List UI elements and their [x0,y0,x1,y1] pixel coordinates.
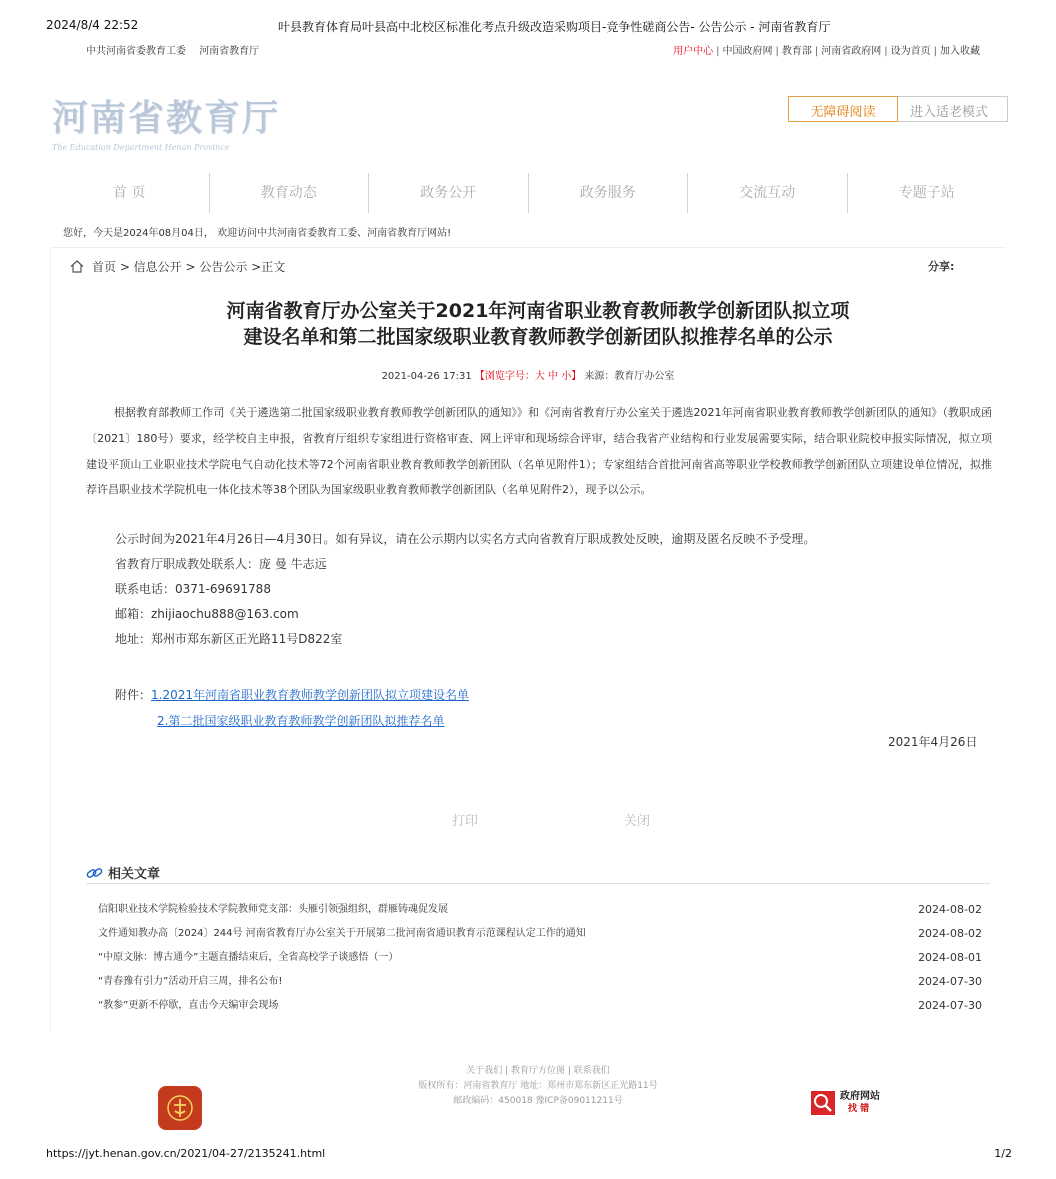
share-label: 分享: [928,260,955,273]
list-item[interactable] [98,922,982,946]
article-paragraph: 根据教育部教师工作司《关于遴选第二批国家级职业教育教师教学创新团队的通知》》和《河南省教育厅办公室关于遴选2021年河南省职业教育教师教学创新团队的通知》（教职成函〔2021〕180号）要求，经学校自主申报，省教育厅组织专家组进行资格审查、网上评审和现场综合评审，结合我省产业结构和行业发展需要实际，结合职业院校申报实际情况，拟立项建设平顶山工业职业技术学院电气自动化技术等72个河南省职业教育教师教学创新团队（名单见附件1）；专家组结合首批河南省高等职业学校教师教学创新团队立项建设单位情况，拟推荐许昌职业技术学院机电一体化技术等38个团队为国家级职业教育教师教学创新团队（名单见附件2），现予以公示。 [86,406,992,497]
related-articles-list [98,898,982,1018]
article-title-line2: 建设名单和第二批国家级职业教育教师教学创新团队拟推荐名单的公示 [243,326,833,348]
related-date: 2024-08-02 [918,927,982,940]
topbar-link-set-home[interactable]: 设为首页 [890,46,931,57]
nav-special-sites[interactable]: 专题子站 [898,185,955,201]
attachment-link-1[interactable]: 1.2021年河南省职业教育教师教学创新团队拟立项建设名单 [151,688,470,702]
article-meta [0,367,1056,382]
font-size-controls[interactable]: 【浏览字号：大 中 小】 [474,371,582,382]
related-date: 2024-08-02 [918,903,982,916]
nav-government-services[interactable]: 政务服务 [529,173,689,213]
related-date: 2024-07-30 [918,999,982,1012]
print-datetime: 2024/8/4 22:52 [46,18,139,32]
home-icon[interactable] [70,260,84,273]
elder-mode-button[interactable]: 进入适老模式 [898,96,1008,122]
topbar-link-moe[interactable]: 教育部 [781,46,812,57]
print-page-title: 叶县教育体育局叶县高中北校区标准化考点升级改造采购项目-竞争性磋商公告- 公告公示 - 河南省教育厅 [278,20,831,34]
print-url: https://jyt.henan.gov.cn/2021/04-27/2135241.html [46,1147,326,1160]
topbar-link-gov[interactable]: 中国政府网 [722,46,773,57]
list-item[interactable] [98,898,982,922]
related-title[interactable]: “中原文脉：博古通今”主题直播结束后，全省高校学子谈感悟（一） [98,952,399,963]
footer-links[interactable]: 关于我们 | 教育厅方位图 | 联系我们 [466,1066,610,1076]
article-title [120,298,956,350]
logo-english: The Education Department Henan Province [52,143,230,152]
main-nav [50,173,1006,213]
link-icon [86,866,104,880]
related-title[interactable]: 信阳职业技术学院检验技术学院教师党支部：头雁引领强组织，群雁铸魂促发展 [98,904,448,915]
list-item[interactable] [98,946,982,970]
article-date: 2021-04-26 17:31 [381,371,472,382]
notice-period-line: 公示时间为2021年4月26日—4月30日。如有异议，请在公示期内以实名方式向省教育厅职成教处反映，逾期及匿名反映不予受理。 [115,532,816,546]
related-title[interactable]: “教参”更新不停歇，直击今天编审会现场 [98,1000,279,1011]
topbar-link-department[interactable]: 河南省教育厅 [199,46,260,57]
breadcrumb-path[interactable]: 首页 > 信息公开 > 公告公示 >正文 [92,260,286,274]
related-articles-header [86,862,990,884]
article-source: 来源：教育厅办公室 [584,371,675,382]
address-line: 地址：郑州市郑东新区正光路11号D822室 [115,632,343,646]
logo-chinese: 河南省教育厅 [52,97,281,139]
phone-line: 联系电话：0371-69691788 [115,582,271,596]
list-item[interactable] [98,994,982,1018]
gov-site-label: 政府网站 [840,1091,880,1102]
close-button[interactable]: 关闭 [624,814,651,829]
nav-interaction[interactable]: 交流互动 [688,173,848,213]
topbar-link-committee[interactable]: 中共河南省委教育工委 [86,46,186,57]
email-line: 邮箱：zhijiaochu888@163.com [115,607,299,621]
print-page-number: 1/2 [994,1147,1012,1160]
site-logo[interactable] [52,90,312,150]
footer-postcode: 邮政编码：450018 豫ICP备09011211号 [453,1096,623,1106]
topbar-link-favorite[interactable]: 加入收藏 [940,46,980,57]
gov-site-sub-label: 找 错 [848,1104,870,1114]
related-title[interactable]: 文件通知教办高〔2024〕244号 河南省教育厅办公室关于开展第二批河南省通识教育示范课程认定工作的通知 [98,928,586,939]
magnifier-icon [810,1090,836,1116]
article-body [86,400,992,503]
list-item[interactable] [98,970,982,994]
nav-government-affairs[interactable]: 政务公开 [369,173,529,213]
print-button[interactable]: 打印 [452,814,479,829]
party-government-badge-icon[interactable] [158,1086,202,1130]
accessibility-bar [788,96,1008,122]
footer-copyright: 版权所有：河南省教育厅 地址：郑州市郑东新区正光路11号 [418,1081,658,1091]
nav-education-news[interactable]: 教育动态 [210,173,370,213]
print-header [46,18,1016,34]
nav-home[interactable]: 首 页 [50,173,210,213]
article-title-line1: 河南省教育厅办公室关于2021年河南省职业教育教师教学创新团队拟立项 [226,300,850,322]
attachment-link-2[interactable]: 2.第二批国家级职业教育教师教学创新团队拟推荐名单 [157,714,445,728]
user-center-link[interactable]: 用户中心 [673,46,714,57]
barrier-free-button[interactable]: 无障碍阅读 [788,96,898,122]
related-articles-title: 相关文章 [108,867,161,882]
signature-date: 2021年4月26日 [888,735,978,749]
top-bar: 中共河南省委教育工委 河南省教育厅 用户中心 | 中国政府网 | 教育部 | 河南省政府网 | 设为首页 | 加入收藏 [86,46,980,57]
article-actions [0,810,1056,830]
topbar-link-henan-gov[interactable]: 河南省政府网 [821,46,882,57]
attachment-label: 附件： [115,688,152,702]
gov-site-error-finder[interactable] [810,1090,880,1116]
related-title[interactable]: “青春豫有引力”活动开启三周，排名公布! [98,976,283,987]
contact-person-line: 省教育厅职成教处联系人：庞 曼 牛志远 [115,557,327,571]
related-date: 2024-07-30 [918,975,982,988]
related-date: 2024-08-01 [918,951,982,964]
welcome-text: 您好，今天是2024年08月04日， 欢迎访问中共河南省委教育工委、河南省教育厅网站! [63,228,452,239]
breadcrumb [70,258,285,275]
attachments [115,682,469,734]
